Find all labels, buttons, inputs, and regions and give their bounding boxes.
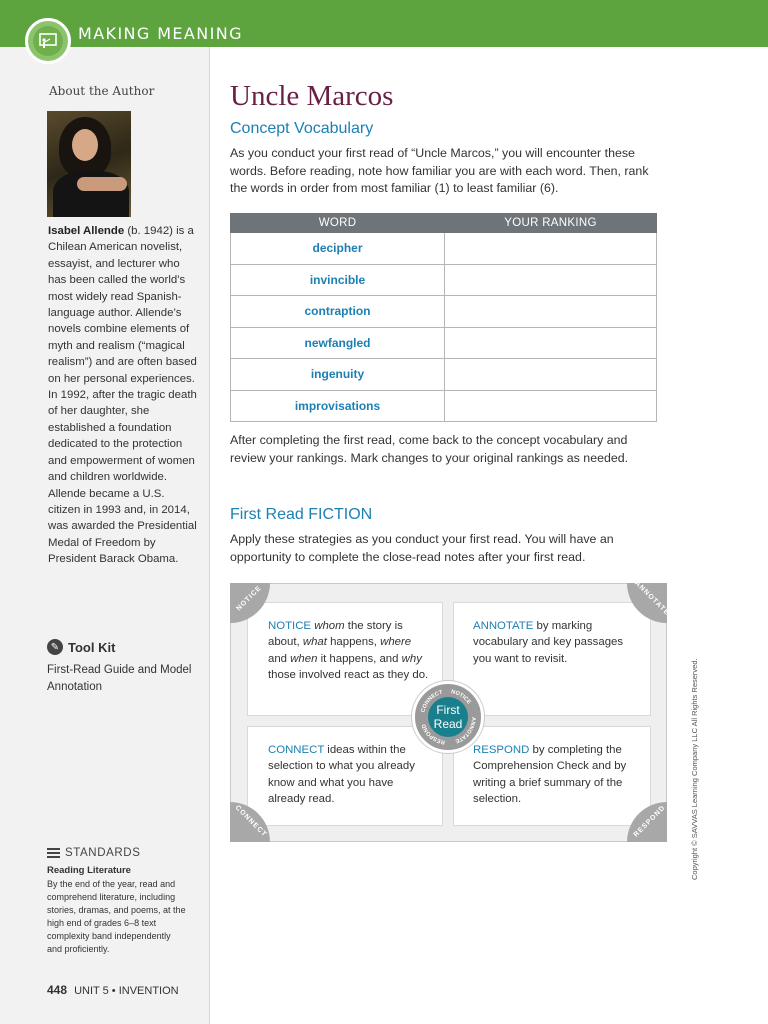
annotate-text: ANNOTATE by marking vocabulary and key passages you want to revisit. [473,620,624,665]
vocab-table [230,213,657,422]
ranking-cell[interactable] [445,390,657,422]
author-photo [47,111,131,217]
notice-corner-tab: NOTICE [230,583,270,623]
author-name: Isabel Allende [48,225,125,237]
ranking-cell[interactable] [445,359,657,391]
presentation-board-icon [25,18,71,64]
hub-label: First Read [428,697,468,737]
section-title: MAKING MEANING [78,24,243,43]
svg-text:RESPOND: RESPOND [421,723,446,745]
list-icon [47,848,60,858]
table-row [231,359,657,391]
first-read-hub [412,681,484,753]
vocab-word: invincible [231,264,445,296]
respond-corner-tab: RESPOND [627,802,667,842]
vocab-word: newfangled [231,327,445,359]
table-row [231,296,657,328]
respond-text: RESPOND by completing the Comprehension Check and by writing a brief summary of the selection. [473,744,627,805]
notice-panel [247,602,443,716]
column-header-word: WORD [231,214,445,233]
ranking-cell[interactable] [445,296,657,328]
vocab-heading: Concept Vocabulary [230,120,374,137]
respond-panel [453,726,651,826]
toolkit-heading-label: Tool Kit [68,639,116,655]
table-row [231,233,657,265]
vocab-after-text: After completing the first read, come back to the concept vocabulary and review your rankings. Mark changes to your original rankings as needed. [230,433,629,465]
vocab-word: ingenuity [231,359,445,391]
copyright-notice: Copyright © SAVVAS Learning Company LLC All Rights Reserved. [690,658,699,880]
author-bio-text: (b. 1942) is a Chilean American novelist, essayist, and lecturer who has been called the world’s most widely read Spanish-language author. Allende’s novels combine elements of myth and realism (“magical realism”) and are often based on her personal experiences. In 1992, after the tragic death of her daughter, she established a foundation dedicated to the protection and empowerment of women and children worldwide. Allende became a U.S. citizen in 1993 and, in 2014, was awarded the Presidential Medal of Freedom by President Barack Obama. [48,225,197,566]
svg-text:ANNOTATE: ANNOTATE [454,716,477,744]
first-read-intro: Apply these strategies as you conduct your first read. You will have an opportunity to complete the close-read notes after your first read. [230,532,614,564]
standards-text: By the end of the year, read and comprehend literature, including stories, dramas, and poems, at the high end of grades 6–8 text complexity band independently and proficiently. [47,879,186,954]
notice-text: NOTICE whom the story is about, what happens, where and when it happens, and why those involved react as they do. [268,620,429,681]
annotate-panel [453,602,651,716]
table-row [231,390,657,422]
annotate-corner-tab: ANNOTATE [627,583,667,623]
vocab-word: improvisations [231,390,445,422]
author-bio [48,223,198,568]
ranking-cell[interactable] [445,233,657,265]
standards-heading [47,847,140,859]
connect-text: CONNECT ideas within the selection to what you already know and what you have already read. [268,744,415,805]
first-read-diagram [230,579,671,842]
unit-label: UNIT 5 • INVENTION [74,985,179,997]
svg-text:NOTICE: NOTICE [450,689,472,706]
toolkit-heading [47,639,115,655]
svg-text:CONNECT: CONNECT [420,689,444,714]
table-row [231,327,657,359]
page-number: 448 [47,983,68,997]
toolkit-text: First-Read Guide and Model Annotation [47,664,192,693]
vocab-word: decipher [231,233,445,265]
column-header-ranking: YOUR RANKING [445,214,657,233]
table-row [231,264,657,296]
vocab-intro: As you conduct your first read of “Uncle Marcos,” you will encounter these words. Before reading, note how familiar you are with each word. Then, rank the words in order from most familiar (1) to least familiar (6). [230,146,649,195]
ranking-cell[interactable] [445,264,657,296]
standards-heading-label: STANDARDS [65,847,141,859]
standards-subheading: Reading Literature [47,865,131,876]
ranking-cell[interactable] [445,327,657,359]
first-read-heading: First Read FICTION [230,506,373,523]
vocab-word: contraption [231,296,445,328]
about-author-heading: About the Author [49,84,155,98]
connect-panel [247,726,443,826]
page-title: Uncle Marcos [230,80,394,112]
wrench-icon: ✎ [47,639,63,655]
connect-corner-tab: CONNECT [230,802,270,842]
page-footer [47,983,179,997]
